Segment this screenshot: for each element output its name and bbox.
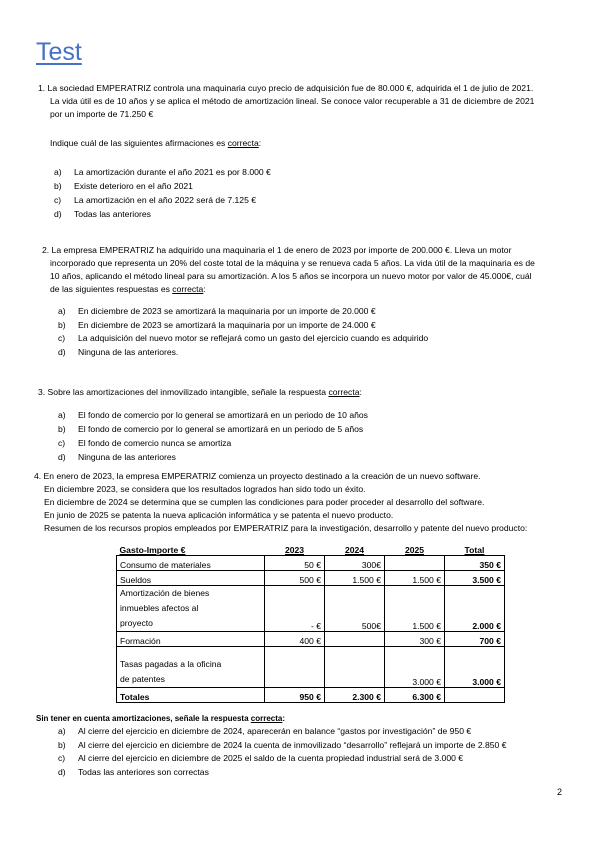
option-letter: d) — [58, 347, 66, 357]
row-label-line: inmuebles afectos al — [120, 603, 199, 613]
option-letter: b) — [58, 740, 66, 750]
row-label: Sueldos — [117, 571, 265, 586]
option-letter: c) — [58, 753, 66, 763]
row-label — [117, 647, 265, 688]
q4-prompt — [36, 712, 285, 725]
option-text: La adquisición del nuevo motor se reflejará como un gasto del ejercicio cuando es adquirido — [78, 333, 429, 343]
option-letter: b) — [54, 181, 62, 191]
q1-prompt-colon: : — [258, 138, 262, 148]
row-label: Formación — [117, 632, 265, 647]
expense-table — [116, 541, 505, 703]
cell-2025: 1.500 € — [385, 586, 445, 632]
option-letter: b) — [58, 320, 66, 330]
header-cell — [265, 541, 325, 556]
option-letter: b) — [58, 424, 66, 434]
cell-2023: 950 € — [265, 688, 325, 703]
q3-prompt-text: 3. Sobre las amortizaciones del inmovilizado intangible, señale la respuesta — [38, 387, 329, 397]
row-label-line: Tasas pagadas a la oficina — [120, 659, 222, 669]
option-letter: c) — [58, 438, 66, 448]
q3-prompt — [38, 386, 362, 399]
q2-line-2: incorporado que representa un 20% del coste total de la máquina y se renueva cada 5 años. La vida útil de la maquinaria es de — [50, 258, 535, 268]
table-totals-row — [117, 688, 505, 703]
row-label-line: proyecto — [120, 618, 153, 628]
q2-option-d[interactable] — [58, 346, 178, 359]
q2-option-a[interactable] — [58, 305, 376, 318]
row-label: Consumo de materiales — [117, 556, 265, 571]
option-text: Al cierre del ejercicio en diciembre de 2024, aparecerán en balance “gastos por investigación” de 950 € — [78, 726, 472, 736]
cell-2023 — [265, 647, 325, 688]
option-text: Existe deterioro en el año 2021 — [74, 181, 193, 191]
header-cell — [385, 541, 445, 556]
cell-2025: 3.000 € — [385, 647, 445, 688]
q3-option-a[interactable] — [58, 409, 368, 422]
q2-last-text: de las siguientes respuestas es — [50, 284, 173, 294]
option-text: Todas las anteriores — [74, 209, 151, 219]
option-letter: a) — [54, 167, 62, 177]
option-text: La amortización en el año 2022 será de 7.125 € — [74, 195, 257, 205]
cell-total: 2.000 € — [445, 586, 505, 632]
header-cell — [117, 541, 265, 556]
option-letter: c) — [58, 333, 66, 343]
option-letter: d) — [58, 452, 66, 462]
cell-total — [445, 688, 505, 703]
q1-line-3: por un importe de 71.250 € — [50, 109, 154, 119]
q1-option-b[interactable] — [54, 180, 193, 193]
q4-option-b[interactable] — [58, 739, 507, 752]
cell-2025: 1.500 € — [385, 571, 445, 586]
header-label: Gasto-Importe € — [119, 545, 186, 555]
header-label: 2023 — [284, 545, 305, 555]
cell-2024: 2.300 € — [325, 688, 385, 703]
cell-2023: - € — [265, 586, 325, 632]
option-text: Ninguna de las anteriores — [78, 452, 176, 462]
q1-line-1: 1. La sociedad EMPERATRIZ controla una maquinaria cuyo precio de adquisición fue de 80.000 €, adquirida el 1 de julio de 2021. — [38, 83, 534, 93]
option-text: La amortización durante el año 2021 es por 8.000 € — [74, 167, 271, 177]
header-label: Total — [464, 545, 485, 555]
q4-keyword: correcta — [250, 714, 283, 723]
q4-colon: : — [282, 714, 285, 723]
option-letter: d) — [54, 209, 62, 219]
q4-line-4: En junio de 2025 se patenta la nueva aplicación informática y se patenta el nuevo producto. — [44, 510, 394, 520]
table-row — [117, 632, 505, 647]
option-text: En diciembre de 2023 se amortizará la maquinaria por un importe de 24.000 € — [78, 320, 376, 330]
q1-prompt — [50, 137, 261, 150]
header-label: 2024 — [344, 545, 365, 555]
cell-2023: 400 € — [265, 632, 325, 647]
cell-2024 — [325, 632, 385, 647]
option-letter: a) — [58, 410, 66, 420]
page-title: Test — [36, 38, 82, 66]
q2-keyword: correcta — [172, 284, 204, 294]
cell-total: 700 € — [445, 632, 505, 647]
option-letter: c) — [54, 195, 62, 205]
table-row — [117, 571, 505, 586]
table-row — [117, 586, 505, 632]
option-text: El fondo de comercio nunca se amortiza — [78, 438, 232, 448]
header-label: 2025 — [404, 545, 425, 555]
q2-line-3: 10 años, aplicando el método lineal para su amortización. A los 5 años se incorpora un nuevo motor por valor de 45.000€, cuál — [50, 271, 532, 281]
cell-2024: 1.500 € — [325, 571, 385, 586]
cell-2024 — [325, 647, 385, 688]
cell-total: 3.000 € — [445, 647, 505, 688]
option-letter: a) — [58, 306, 66, 316]
q2-option-b[interactable] — [58, 319, 376, 332]
q2-line-4 — [50, 283, 206, 296]
q4-option-a[interactable] — [58, 725, 471, 738]
q3-option-c[interactable] — [58, 437, 231, 450]
q4-prompt-text: Sin tener en cuenta amortizaciones, señale la respuesta — [36, 714, 251, 723]
header-cell — [325, 541, 385, 556]
row-label-line — [120, 647, 261, 657]
q2-colon: : — [203, 284, 206, 294]
q2-option-c[interactable] — [58, 332, 428, 345]
header-cell — [445, 541, 505, 556]
page-number: 2 — [557, 787, 563, 797]
table-row — [117, 647, 505, 688]
q1-option-a[interactable] — [54, 166, 271, 179]
option-text: Todas las anteriores son correctas — [78, 767, 209, 777]
option-text: En diciembre de 2023 se amortizará la maquinaria por un importe de 20.000 € — [78, 306, 376, 316]
q3-option-d[interactable] — [58, 451, 176, 464]
row-label-line: de patentes — [120, 674, 165, 684]
row-label-line: Amortización de bienes — [120, 588, 210, 598]
cell-2024: 500€ — [325, 586, 385, 632]
cell-2023: 50 € — [265, 556, 325, 571]
q1-prompt-text: Indique cuál de las siguientes afirmaciones es — [50, 138, 228, 148]
row-label — [117, 586, 265, 632]
q4-line-5: Resumen de los recursos propios empleados por EMPERATRIZ para la investigación, desarrollo y patente del nuevo producto: — [44, 523, 528, 533]
cell-2025 — [385, 556, 445, 571]
cell-2024: 300€ — [325, 556, 385, 571]
row-label: Totales — [117, 688, 265, 703]
option-letter: a) — [58, 726, 66, 736]
q4-option-c[interactable] — [58, 752, 463, 765]
q2-line-1: 2. La empresa EMPERATRIZ ha adquirido una maquinaria el 1 de enero de 2023 por importe de 200.000 €. Lleva un motor — [42, 245, 512, 255]
table-header-row — [117, 541, 505, 556]
option-letter: d) — [58, 767, 66, 777]
q1-option-c[interactable] — [54, 194, 256, 207]
option-text: Al cierre del ejercicio en diciembre de 2024 la cuenta de inmovilizado “desarrollo” reflejará un importe de 2.850 € — [78, 740, 507, 750]
option-text: Al cierre del ejercicio en diciembre de 2025 el saldo de la cuenta propiedad industrial será de 3.000 € — [78, 753, 464, 763]
q1-line-2: La vida útil es de 10 años y se aplica el método de amortización lineal. Se conoce valor recuperable a 31 de diciembre de 2021 — [50, 96, 535, 106]
option-text: El fondo de comercio por lo general se amortizará en un periodo de 5 años — [78, 424, 364, 434]
q4-line-1: 4. En enero de 2023, la empresa EMPERATRIZ comienza un proyecto destinado a la creación de un nuevo software. — [34, 471, 481, 481]
option-text: El fondo de comercio por lo general se amortizará en un periodo de 10 años — [78, 410, 368, 420]
q1-option-d[interactable] — [54, 208, 151, 221]
option-text: Ninguna de las anteriores. — [78, 347, 179, 357]
cell-2025: 6.300 € — [385, 688, 445, 703]
q3-keyword: correcta — [328, 387, 360, 397]
cell-2023: 500 € — [265, 571, 325, 586]
table-row — [117, 556, 505, 571]
q4-line-2: En diciembre 2023, se considera que los resultados logrados han sido todo un éxito. — [44, 484, 366, 494]
q3-option-b[interactable] — [58, 423, 363, 436]
cell-total: 3.500 € — [445, 571, 505, 586]
q4-line-3: En diciembre de 2024 se determina que se cumplen las condiciones para poder proceder al desarrollo del software. — [44, 497, 485, 507]
q3-colon: : — [359, 387, 362, 397]
cell-total: 350 € — [445, 556, 505, 571]
q4-option-d[interactable] — [58, 766, 209, 779]
cell-2025: 300 € — [385, 632, 445, 647]
q1-prompt-keyword: correcta — [227, 138, 259, 148]
